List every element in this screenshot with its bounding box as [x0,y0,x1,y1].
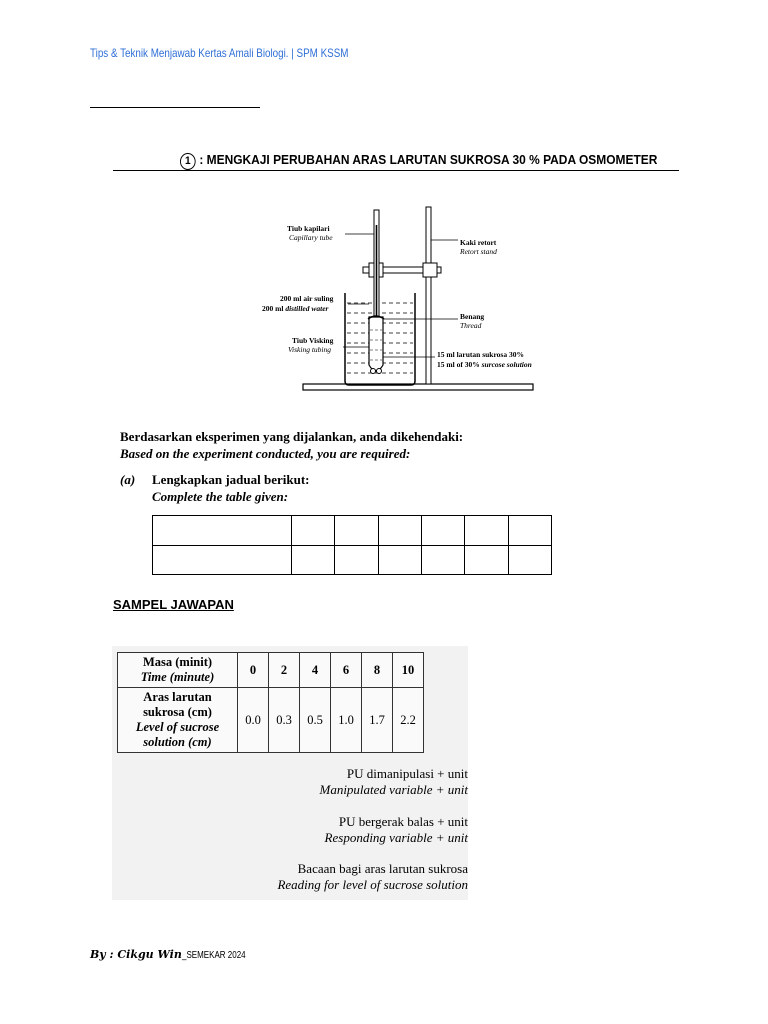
time-value: 0 [238,653,269,688]
footer-suffix: _SEMEKAR 2024 [181,950,246,961]
level-value: 1.7 [362,688,393,753]
question-part-label: (a) [120,472,136,487]
section-underline [113,170,679,171]
label-thread-en: Thread [460,321,482,330]
osmometer-diagram [255,205,555,395]
label-visking-ms: Tiub Visking [292,336,334,345]
level-value: 0.0 [238,688,269,753]
blank-cell[interactable] [292,545,335,575]
label-sucrose-en: 15 ml of 30% surcose solution [437,360,532,369]
label-water-en: 200 ml distilled water [262,304,329,313]
level-header-cell [118,688,238,753]
note-en: Responding variable + unit [324,830,468,845]
level-value: 0.3 [269,688,300,753]
blank-cell[interactable] [292,516,335,546]
time-header-cell [118,653,238,688]
level-label-ms-1: Aras larutan [143,690,212,704]
blank-cell[interactable] [421,545,464,575]
label-capillary-ms: Tiub kapilari [287,224,330,233]
time-value: 10 [393,653,424,688]
level-label-ms-2: sukrosa (cm) [143,705,212,719]
blank-cell[interactable] [153,516,292,546]
footer [90,948,261,961]
level-value: 0.5 [300,688,331,753]
note-manipulated [228,766,468,798]
time-value: 8 [362,653,393,688]
label-capillary-en: Capillary tube [289,233,333,242]
time-value: 4 [300,653,331,688]
blank-cell[interactable] [335,516,378,546]
question-part-en: Complete the table given: [152,489,289,504]
blank-cell[interactable] [508,545,551,575]
label-visking-en: Visking tubing [288,345,331,354]
time-label-en: Time (minute) [140,670,215,684]
note-ms: PU bergerak balas + unit [338,814,468,829]
table-row [118,653,424,688]
level-value: 1.0 [331,688,362,753]
footer-author: By : Cikgu Win [90,948,182,961]
note-en: Reading for level of sucrose solution [277,877,468,892]
question-part-ms: Lengkapkan jadual berikut: [152,472,310,487]
label-water-ms: 200 ml air suling [280,294,334,303]
question-intro-en: Based on the experiment conducted, you are required: [120,446,411,461]
sample-answer-table [117,652,424,753]
question-intro-ms: Berdasarkan eksperimen yang dijalankan, anda dikehendaki: [120,429,464,444]
note-ms: Bacaan bagi aras larutan sukrosa [297,861,468,876]
section-title [180,152,657,170]
blank-answer-table [152,515,552,575]
level-label-en-1: Level of sucrose [135,720,220,734]
note-responding [228,814,468,846]
table-row [118,688,424,753]
blank-cell[interactable] [465,545,508,575]
label-retort-ms: Kaki retort [460,238,497,247]
note-reading [228,861,468,893]
blank-cell[interactable] [421,516,464,546]
page-header-title: Tips & Teknik Menjawab Kertas Amali Biologi. | SPM KSSM [90,46,349,60]
blank-cell[interactable] [153,545,292,575]
label-thread-ms: Benang [460,312,485,321]
note-ms: PU dimanipulasi + unit [346,766,468,781]
time-value: 6 [331,653,362,688]
header-underline [90,107,260,108]
level-label-en-2: solution (cm) [143,735,212,749]
label-retort-en: Retort stand [460,247,497,256]
level-value: 2.2 [393,688,424,753]
section-title-text: : MENGKAJI PERUBAHAN ARAS LARUTAN SUKROSA 30 % PADA OSMOMETER [199,152,658,167]
blank-cell[interactable] [378,545,421,575]
note-en: Manipulated variable + unit [319,782,468,797]
blank-cell[interactable] [378,516,421,546]
sample-answer-heading: SAMPEL JAWAPAN [113,597,234,612]
time-label-ms: Masa (minit) [142,655,213,669]
section-number: 1 [180,153,196,170]
label-sucrose-ms: 15 ml larutan sukrosa 30% [437,350,524,359]
time-value: 2 [269,653,300,688]
blank-cell[interactable] [465,516,508,546]
blank-cell[interactable] [508,516,551,546]
blank-cell[interactable] [335,545,378,575]
